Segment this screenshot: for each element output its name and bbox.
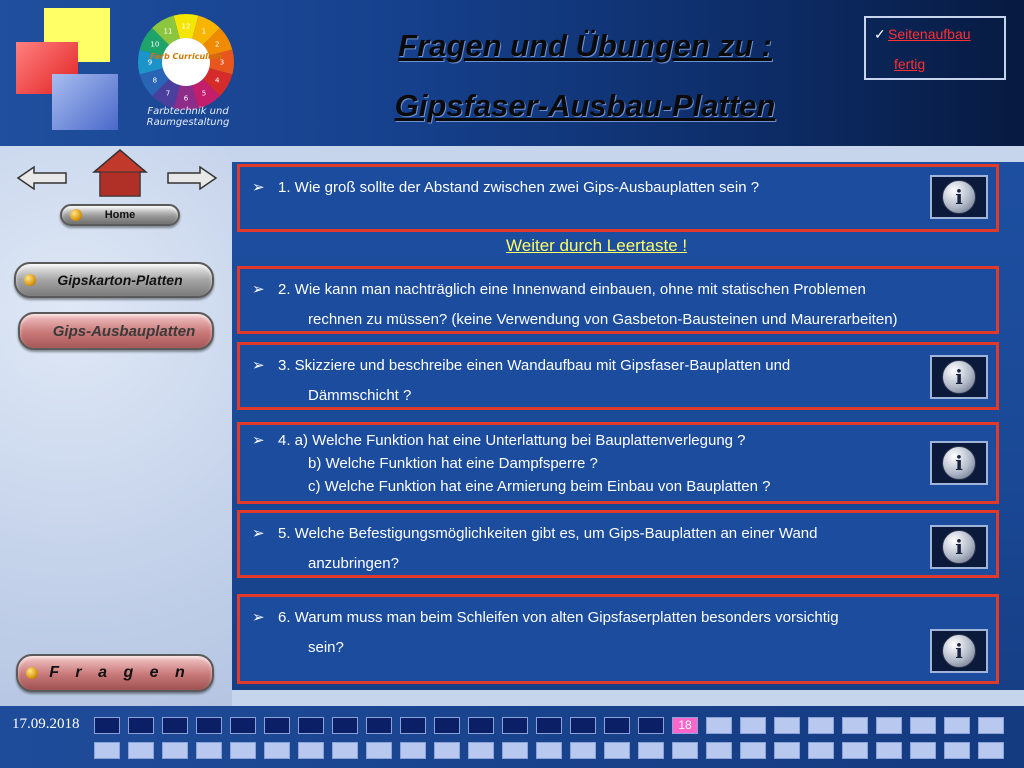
- slide-thumb[interactable]: [944, 742, 970, 759]
- home-button[interactable]: [60, 204, 180, 226]
- navigation-panel: [0, 146, 232, 706]
- wheel-number: 5: [201, 89, 207, 98]
- slide-thumb[interactable]: [604, 742, 630, 759]
- slide-thumb[interactable]: [332, 742, 358, 759]
- question-line: 4. a) Welche Funktion hat eine Unterlattung bei Bauplattenverlegung ?: [278, 432, 746, 449]
- slide-thumb[interactable]: [332, 717, 358, 734]
- slide-thumb[interactable]: [842, 717, 868, 734]
- question-line: 2. Wie kann man nachträglich eine Innenwand einbauen, ohne mit statischen Problemen: [278, 281, 866, 298]
- info-button[interactable]: [930, 525, 988, 569]
- wheel-number: 1: [201, 27, 207, 36]
- slide-thumb[interactable]: [978, 742, 1004, 759]
- question-box-5: [237, 510, 999, 578]
- slide-thumb[interactable]: [128, 717, 154, 734]
- bullet-icon: ➢: [252, 525, 265, 542]
- wheel-number: 2: [214, 40, 220, 49]
- slide-thumb[interactable]: [94, 717, 120, 734]
- slide-thumb-current[interactable]: 18: [672, 717, 698, 734]
- slide-thumb[interactable]: [604, 717, 630, 734]
- footer-date: 17.09.2018: [12, 716, 80, 732]
- logo-caption-line2: Raumgestaltung: [146, 117, 230, 128]
- wheel-number: 4: [214, 76, 220, 85]
- wheel-number: 6: [183, 94, 189, 103]
- question-text: [252, 275, 906, 335]
- gipskarton-button-label: Gipskarton-Platten: [57, 272, 183, 288]
- slide-thumb[interactable]: [978, 717, 1004, 734]
- slide-thumb[interactable]: [468, 742, 494, 759]
- slide-thumb[interactable]: [502, 742, 528, 759]
- gipskarton-button[interactable]: [14, 262, 214, 298]
- check-icon: ✓: [874, 26, 886, 42]
- info-button[interactable]: [930, 629, 988, 673]
- question-line: b) Welche Funktion hat eine Dampfsperre ?: [308, 455, 598, 472]
- slide-thumb[interactable]: [740, 742, 766, 759]
- status-box[interactable]: [864, 16, 1006, 80]
- slide-thumb[interactable]: [774, 717, 800, 734]
- slide-thumb[interactable]: [468, 717, 494, 734]
- slide-thumb[interactable]: [434, 742, 460, 759]
- slide-thumb[interactable]: [162, 742, 188, 759]
- slide-thumb[interactable]: [400, 717, 426, 734]
- slide-thumb[interactable]: [944, 717, 970, 734]
- bullet-icon: ➢: [252, 609, 265, 626]
- bullet-icon: ➢: [252, 432, 265, 449]
- slide-thumb[interactable]: [876, 717, 902, 734]
- slide-thumb[interactable]: [196, 742, 222, 759]
- slide-thumb[interactable]: [94, 742, 120, 759]
- slide-thumb[interactable]: [264, 717, 290, 734]
- continue-hint: Weiter durch Leertaste !: [506, 236, 688, 255]
- question-box-2: [237, 266, 999, 334]
- slide-thumb[interactable]: [706, 742, 732, 759]
- question-text: [252, 603, 906, 663]
- fragen-button-label: F r a g e n: [49, 664, 191, 681]
- status-line2[interactable]: fertig: [894, 56, 926, 72]
- slide-thumb[interactable]: [706, 717, 732, 734]
- wheel-number: 7: [165, 89, 171, 98]
- question-line: c) Welche Funktion hat eine Armierung beim Einbau von Bauplatten ?: [308, 478, 771, 495]
- wheel-label: Farb Curriculum: [150, 52, 222, 61]
- slide-thumb[interactable]: [366, 742, 392, 759]
- info-button[interactable]: [930, 175, 988, 219]
- slide-thumb[interactable]: [230, 742, 256, 759]
- slide-thumb[interactable]: [230, 717, 256, 734]
- page-title-line2: Gipsfaser-Ausbau-Platten: [394, 88, 776, 123]
- slide-thumb[interactable]: [536, 717, 562, 734]
- question-box-4: [237, 422, 999, 504]
- question-box-6: [237, 594, 999, 684]
- question-line: 5. Welche Befestigungsmöglichkeiten gibt es, um Gips-Bauplatten an einer Wand: [278, 525, 818, 542]
- question-line: 1. Wie groß sollte der Abstand zwischen zwei Gips-Ausbauplatten sein ?: [278, 179, 760, 196]
- slide-thumb[interactable]: [842, 742, 868, 759]
- gipsaus-button[interactable]: [18, 312, 214, 350]
- bullet-icon: ➢: [252, 281, 265, 298]
- logo-caption: [140, 106, 236, 128]
- question-line: Dämmschicht ?: [308, 387, 412, 404]
- wheel-number: 11: [163, 27, 173, 36]
- wheel-number: 10: [150, 40, 160, 49]
- slide-thumb[interactable]: [638, 742, 664, 759]
- gipsaus-button-label: Gips-Ausbauplatten: [52, 322, 196, 340]
- slide-thumb[interactable]: [876, 742, 902, 759]
- bullet-icon: ➢: [252, 179, 265, 196]
- home-button-label: Home: [104, 209, 136, 221]
- bullet-icon: ➢: [252, 357, 265, 374]
- slide-thumb[interactable]: [910, 742, 936, 759]
- info-icon: i: [942, 360, 976, 394]
- slide-thumb[interactable]: [502, 717, 528, 734]
- slide-thumb[interactable]: [910, 717, 936, 734]
- question-box-3: [237, 342, 999, 410]
- question-line: anzubringen?: [308, 555, 399, 572]
- slide-thumb[interactable]: [570, 742, 596, 759]
- question-text: [252, 519, 906, 579]
- slide-thumb[interactable]: [774, 742, 800, 759]
- arrow-left-icon[interactable]: [16, 165, 68, 191]
- question-line: 3. Skizziere und beschreibe einen Wandaufbau mit Gipsfaser-Bauplatten und: [278, 357, 791, 374]
- color-wheel-logo: [136, 12, 236, 112]
- slide-thumb[interactable]: [672, 742, 698, 759]
- home-icon[interactable]: [92, 148, 148, 198]
- question-box-1: [237, 164, 999, 232]
- slide-thumb[interactable]: [298, 742, 324, 759]
- arrow-right-icon[interactable]: [166, 165, 218, 191]
- slide-thumb[interactable]: [128, 742, 154, 759]
- info-icon: i: [942, 446, 976, 480]
- question-line: sein?: [308, 639, 344, 656]
- wheel-number: 3: [219, 58, 225, 67]
- slide-thumb[interactable]: [400, 742, 426, 759]
- info-icon: i: [942, 634, 976, 668]
- logo-square-blue: [52, 74, 118, 130]
- wheel-number: 9: [147, 58, 153, 67]
- content-top-strip: [232, 146, 1024, 162]
- question-line: rechnen zu müssen? (keine Verwendung von Gasbeton-Bausteinen und Maurerarbeiten): [308, 311, 898, 328]
- slide-thumb[interactable]: [162, 717, 188, 734]
- info-button[interactable]: [930, 355, 988, 399]
- slide-thumb[interactable]: [808, 717, 834, 734]
- question-line: 6. Warum muss man beim Schleifen von alten Gipsfaserplatten besonders vorsichtig: [278, 609, 839, 626]
- question-text: [252, 429, 906, 498]
- slide-thumb[interactable]: [434, 717, 460, 734]
- question-text: [252, 173, 906, 203]
- status-line1[interactable]: Seitenaufbau: [888, 26, 971, 42]
- slide-thumb[interactable]: [298, 717, 324, 734]
- slide-thumb[interactable]: [808, 742, 834, 759]
- wheel-number: 12: [181, 22, 191, 31]
- slide-thumb[interactable]: [536, 742, 562, 759]
- wheel-number: 8: [152, 76, 158, 85]
- slide-thumb[interactable]: [740, 717, 766, 734]
- slide-thumb[interactable]: [366, 717, 392, 734]
- fragen-button[interactable]: [16, 654, 214, 692]
- content-bottom-strip: [232, 690, 1024, 706]
- slide-thumb[interactable]: [196, 717, 222, 734]
- logo-caption-line1: Farbtechnik und: [147, 106, 229, 117]
- info-icon: i: [942, 530, 976, 564]
- slide-thumb[interactable]: [570, 717, 596, 734]
- page-title-line1: Fragen und Übungen zu :: [398, 28, 772, 63]
- question-text: [252, 351, 906, 411]
- slide-thumb[interactable]: [638, 717, 664, 734]
- slide-thumb[interactable]: [264, 742, 290, 759]
- info-icon: i: [942, 180, 976, 214]
- info-button[interactable]: [930, 441, 988, 485]
